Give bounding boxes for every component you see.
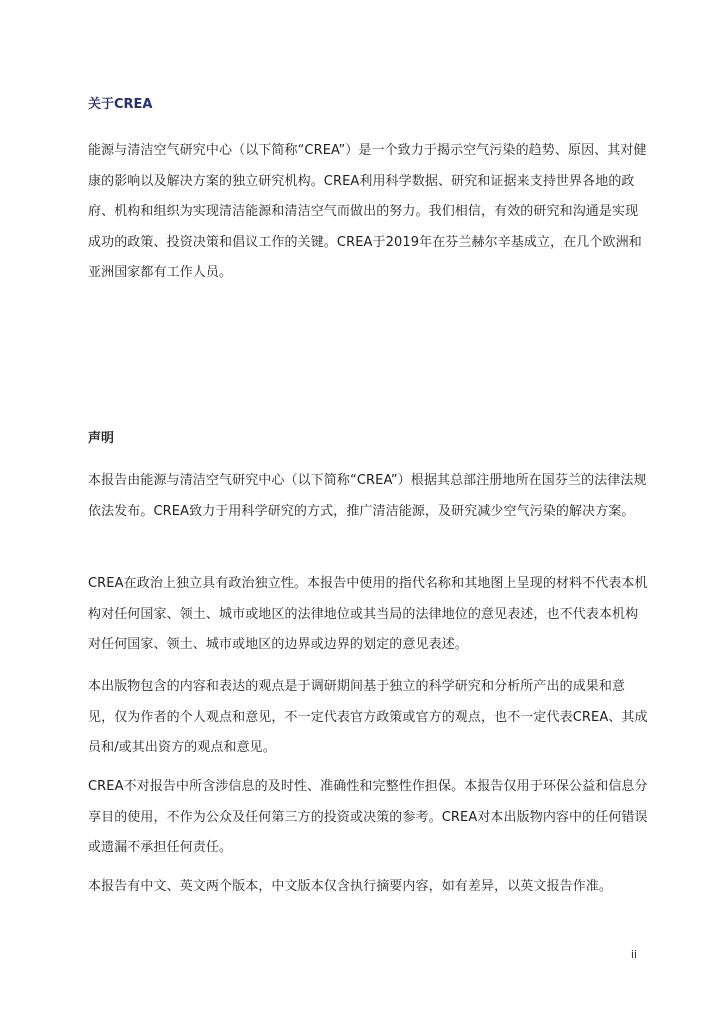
page-number: ii bbox=[630, 948, 637, 961]
disclaimer-paragraph-2: CREA在政治上独立具有政治独立性。本报告中使用的指代名称和其地图上呈现的材料不代表本机构对任何国家、领土、城市或地区的法律地位或其当局的法律地位的意见表述，也不代表本机构对任何国家、领土、城市或地区的边界或边界的划定的意见表述。 bbox=[88, 576, 648, 652]
about-heading: 关于CREA bbox=[88, 97, 153, 112]
about-paragraph: 能源与清洁空气研究中心（以下简称“CREA”）是一个致力于揭示空气污染的趋势、原因、其对健康的影响以及解决方案的独立研究机构。CREA利用科学数据、研究和证据来支持世界各地的政府、机构和组织为实现清洁能源和清洁空气而做出的努力。我们相信，有效的研究和沟通是实现成功的政策、投资决策和倡议工作的关键。CREA于2019年在芬兰赫尔辛基成立，在几个欧洲和亚洲国家都有工作人员。 bbox=[88, 143, 647, 280]
disclaimer-paragraph-5: 本报告有中文、英文两个版本，中文版本仅含执行摘要内容，如有差异，以英文报告作准。 bbox=[88, 879, 613, 894]
disclaimer-paragraph-4: CREA不对报告中所含涉信息的及时性、准确性和完整性作担保。本报告仅用于环保公益和信息分享目的使用，不作为公众及任何第三方的投资或决策的参考。CREA对本出版物内容中的任何错误或遗漏不承担任何责任。 bbox=[88, 779, 648, 855]
disclaimer-paragraph-1: 本报告由能源与清洁空气研究中心（以下简称“CREA”）根据其总部注册地所在国芬兰的法律法规依法发布。CREA致力于用科学研究的方式，推广清洁能源，及研究减少空气污染的解决方案。 bbox=[88, 473, 647, 519]
disclaimer-heading: 声明 bbox=[88, 431, 115, 446]
disclaimer-paragraph-3: 本出版物包含的内容和表达的观点是于调研期间基于独立的科学研究和分析所产出的成果和意见，仅为作者的个人观点和意见，不一定代表官方政策或官方的观点，也不一定代表CREA、其成员和/或其出资方的观点和意见。 bbox=[88, 679, 648, 755]
